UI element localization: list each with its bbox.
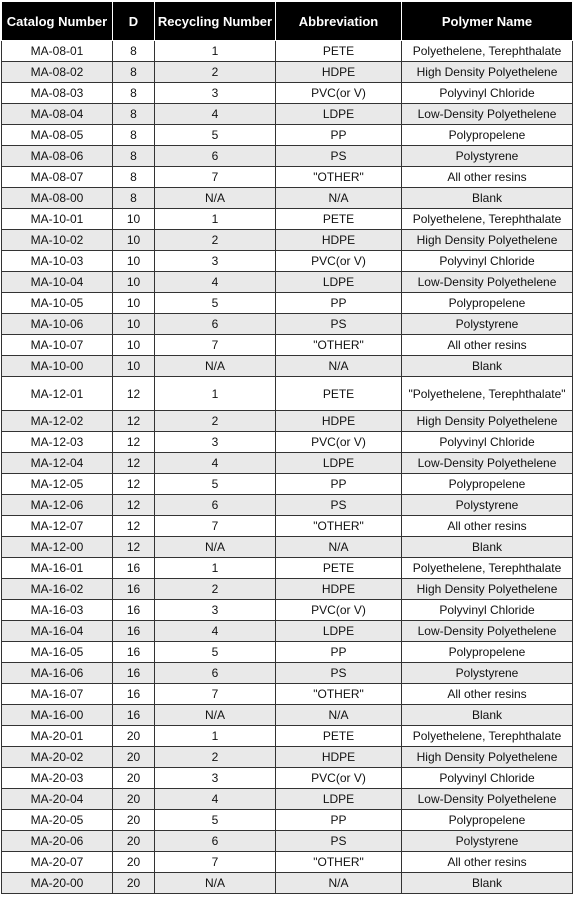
catalog-number-cell: MA-12-07	[2, 516, 113, 537]
table-row	[2, 272, 573, 293]
recycling-number-cell: 4	[155, 621, 276, 642]
recycling-number-cell: N/A	[155, 873, 276, 894]
polymer-name-cell: Blank	[402, 705, 573, 726]
table-row	[2, 41, 573, 62]
d-cell: 12	[113, 432, 155, 453]
catalog-number-cell: MA-08-05	[2, 125, 113, 146]
polymer-name-cell: Blank	[402, 873, 573, 894]
table-row	[2, 104, 573, 125]
catalog-number-cell: MA-08-03	[2, 83, 113, 104]
recycling-number-cell: 7	[155, 335, 276, 356]
polymer-name-cell: Polyethelene, Terephthalate	[402, 726, 573, 747]
catalog-number-cell: MA-12-01	[2, 377, 113, 411]
polymer-name-cell: All other resins	[402, 335, 573, 356]
table-row	[2, 188, 573, 209]
catalog-number-cell: MA-16-07	[2, 684, 113, 705]
table-row	[2, 684, 573, 705]
table-row	[2, 621, 573, 642]
abbreviation-cell: PVC(or V)	[276, 83, 402, 104]
recycling-number-cell: N/A	[155, 188, 276, 209]
recycling-number-cell: 7	[155, 852, 276, 873]
polymer-name-cell: Low-Density Polyethelene	[402, 104, 573, 125]
d-cell: 10	[113, 230, 155, 251]
d-cell: 20	[113, 852, 155, 873]
table-row	[2, 251, 573, 272]
catalog-number-cell: MA-16-00	[2, 705, 113, 726]
recycling-number-cell: 7	[155, 516, 276, 537]
polymer-name-cell: Polypropelene	[402, 125, 573, 146]
abbreviation-cell: N/A	[276, 873, 402, 894]
polymer-name-cell: Polyvinyl Chloride	[402, 83, 573, 104]
abbreviation-cell: "OTHER"	[276, 335, 402, 356]
catalog-number-cell: MA-12-00	[2, 537, 113, 558]
recycling-number-cell: 5	[155, 293, 276, 314]
abbreviation-cell: PVC(or V)	[276, 432, 402, 453]
d-cell: 10	[113, 209, 155, 230]
d-cell: 12	[113, 453, 155, 474]
recycling-number-cell: 7	[155, 684, 276, 705]
catalog-number-cell: MA-10-04	[2, 272, 113, 293]
recycling-number-cell: 1	[155, 377, 276, 411]
abbreviation-cell: "OTHER"	[276, 852, 402, 873]
abbreviation-cell: HDPE	[276, 579, 402, 600]
recycling-number-cell: 1	[155, 41, 276, 62]
abbreviation-cell: HDPE	[276, 230, 402, 251]
table-body	[2, 41, 573, 894]
d-cell: 10	[113, 314, 155, 335]
recycling-number-cell: 3	[155, 432, 276, 453]
catalog-number-cell: MA-20-02	[2, 747, 113, 768]
abbreviation-cell: PS	[276, 314, 402, 335]
polymer-name-cell: High Density Polyethelene	[402, 411, 573, 432]
table-row	[2, 516, 573, 537]
abbreviation-cell: LDPE	[276, 621, 402, 642]
table-row	[2, 831, 573, 852]
recycling-number-cell: 2	[155, 579, 276, 600]
polymer-name-cell: Polyvinyl Chloride	[402, 251, 573, 272]
catalog-table-container	[1, 1, 573, 894]
recycling-number-cell: 3	[155, 83, 276, 104]
recycling-number-cell: 1	[155, 726, 276, 747]
table-row	[2, 600, 573, 621]
d-cell: 16	[113, 558, 155, 579]
table-row	[2, 293, 573, 314]
table-row	[2, 705, 573, 726]
polymer-name-cell: Blank	[402, 537, 573, 558]
d-cell: 8	[113, 83, 155, 104]
table-row	[2, 411, 573, 432]
d-cell: 16	[113, 663, 155, 684]
abbreviation-cell: LDPE	[276, 453, 402, 474]
d-cell: 16	[113, 600, 155, 621]
catalog-number-cell: MA-20-07	[2, 852, 113, 873]
abbreviation-cell: PVC(or V)	[276, 600, 402, 621]
catalog-number-cell: MA-16-05	[2, 642, 113, 663]
recycling-number-cell: 6	[155, 146, 276, 167]
d-cell: 8	[113, 146, 155, 167]
d-cell: 16	[113, 705, 155, 726]
table-row	[2, 62, 573, 83]
table-row	[2, 314, 573, 335]
polymer-name-cell: Polystyrene	[402, 314, 573, 335]
recycling-number-cell: 2	[155, 411, 276, 432]
abbreviation-cell: PVC(or V)	[276, 251, 402, 272]
d-cell: 16	[113, 684, 155, 705]
polymer-name-cell: All other resins	[402, 852, 573, 873]
abbreviation-cell: HDPE	[276, 747, 402, 768]
abbreviation-cell: PETE	[276, 558, 402, 579]
table-row	[2, 852, 573, 873]
polymer-name-cell: Polyvinyl Chloride	[402, 768, 573, 789]
table-row	[2, 789, 573, 810]
abbreviation-cell: PVC(or V)	[276, 768, 402, 789]
table-row	[2, 810, 573, 831]
table-row	[2, 83, 573, 104]
recycling-number-cell: 6	[155, 663, 276, 684]
header-recycling-number: Recycling Number	[155, 2, 276, 41]
d-cell: 8	[113, 167, 155, 188]
catalog-number-cell: MA-08-01	[2, 41, 113, 62]
abbreviation-cell: LDPE	[276, 272, 402, 293]
abbreviation-cell: PP	[276, 125, 402, 146]
recycling-number-cell: 6	[155, 495, 276, 516]
polymer-name-cell: Polystyrene	[402, 831, 573, 852]
table-header-row	[2, 2, 573, 41]
abbreviation-cell: PETE	[276, 377, 402, 411]
table-row	[2, 335, 573, 356]
table-row	[2, 474, 573, 495]
catalog-number-cell: MA-12-06	[2, 495, 113, 516]
polymer-name-cell: All other resins	[402, 516, 573, 537]
d-cell: 12	[113, 537, 155, 558]
catalog-number-cell: MA-08-07	[2, 167, 113, 188]
polymer-name-cell: High Density Polyethelene	[402, 230, 573, 251]
header-abbreviation: Abbreviation	[276, 2, 402, 41]
catalog-number-cell: MA-12-03	[2, 432, 113, 453]
catalog-number-cell: MA-20-03	[2, 768, 113, 789]
d-cell: 20	[113, 810, 155, 831]
table-row	[2, 495, 573, 516]
d-cell: 8	[113, 104, 155, 125]
table-row	[2, 558, 573, 579]
recycling-number-cell: N/A	[155, 705, 276, 726]
d-cell: 20	[113, 726, 155, 747]
recycling-number-cell: 5	[155, 474, 276, 495]
polymer-name-cell: Polypropelene	[402, 474, 573, 495]
d-cell: 20	[113, 768, 155, 789]
polymer-name-cell: All other resins	[402, 167, 573, 188]
polymer-catalog-table	[1, 1, 573, 894]
polymer-name-cell: Low-Density Polyethelene	[402, 621, 573, 642]
polymer-name-cell: Polystyrene	[402, 495, 573, 516]
table-row	[2, 167, 573, 188]
abbreviation-cell: PETE	[276, 726, 402, 747]
abbreviation-cell: PS	[276, 495, 402, 516]
recycling-number-cell: 6	[155, 314, 276, 335]
recycling-number-cell: 3	[155, 768, 276, 789]
recycling-number-cell: N/A	[155, 356, 276, 377]
table-row	[2, 356, 573, 377]
d-cell: 8	[113, 188, 155, 209]
table-row	[2, 537, 573, 558]
abbreviation-cell: LDPE	[276, 789, 402, 810]
recycling-number-cell: 7	[155, 167, 276, 188]
d-cell: 12	[113, 411, 155, 432]
polymer-name-cell: Polypropelene	[402, 810, 573, 831]
abbreviation-cell: N/A	[276, 356, 402, 377]
abbreviation-cell: PP	[276, 642, 402, 663]
recycling-number-cell: 4	[155, 272, 276, 293]
recycling-number-cell: 2	[155, 62, 276, 83]
catalog-number-cell: MA-10-02	[2, 230, 113, 251]
recycling-number-cell: 4	[155, 104, 276, 125]
abbreviation-cell: PETE	[276, 41, 402, 62]
polymer-name-cell: High Density Polyethelene	[402, 579, 573, 600]
abbreviation-cell: PS	[276, 831, 402, 852]
catalog-number-cell: MA-08-06	[2, 146, 113, 167]
recycling-number-cell: 5	[155, 810, 276, 831]
d-cell: 20	[113, 831, 155, 852]
catalog-number-cell: MA-08-04	[2, 104, 113, 125]
polymer-name-cell: Polystyrene	[402, 663, 573, 684]
catalog-number-cell: MA-20-04	[2, 789, 113, 810]
header-polymer-name: Polymer Name	[402, 2, 573, 41]
table-row	[2, 230, 573, 251]
polymer-name-cell: "Polyethelene, Terephthalate"	[402, 377, 573, 411]
table-row	[2, 642, 573, 663]
recycling-number-cell: N/A	[155, 537, 276, 558]
catalog-number-cell: MA-16-04	[2, 621, 113, 642]
polymer-name-cell: Polyethelene, Terephthalate	[402, 209, 573, 230]
catalog-number-cell: MA-08-02	[2, 62, 113, 83]
polymer-name-cell: Polyethelene, Terephthalate	[402, 558, 573, 579]
polymer-name-cell: Polypropelene	[402, 293, 573, 314]
catalog-number-cell: MA-10-03	[2, 251, 113, 272]
abbreviation-cell: PP	[276, 293, 402, 314]
abbreviation-cell: "OTHER"	[276, 684, 402, 705]
abbreviation-cell: LDPE	[276, 104, 402, 125]
abbreviation-cell: N/A	[276, 188, 402, 209]
recycling-number-cell: 4	[155, 789, 276, 810]
table-row	[2, 125, 573, 146]
recycling-number-cell: 5	[155, 642, 276, 663]
d-cell: 16	[113, 621, 155, 642]
d-cell: 12	[113, 495, 155, 516]
catalog-number-cell: MA-10-00	[2, 356, 113, 377]
polymer-name-cell: Low-Density Polyethelene	[402, 272, 573, 293]
table-row	[2, 579, 573, 600]
polymer-name-cell: High Density Polyethelene	[402, 747, 573, 768]
abbreviation-cell: PS	[276, 663, 402, 684]
d-cell: 8	[113, 41, 155, 62]
abbreviation-cell: N/A	[276, 705, 402, 726]
polymer-name-cell: Polyvinyl Chloride	[402, 432, 573, 453]
table-row	[2, 377, 573, 411]
polymer-name-cell: Blank	[402, 356, 573, 377]
d-cell: 8	[113, 125, 155, 146]
table-row	[2, 768, 573, 789]
recycling-number-cell: 2	[155, 747, 276, 768]
catalog-number-cell: MA-20-06	[2, 831, 113, 852]
catalog-number-cell: MA-16-03	[2, 600, 113, 621]
d-cell: 16	[113, 579, 155, 600]
d-cell: 20	[113, 747, 155, 768]
d-cell: 12	[113, 516, 155, 537]
recycling-number-cell: 3	[155, 600, 276, 621]
table-row	[2, 453, 573, 474]
abbreviation-cell: PP	[276, 810, 402, 831]
header-d: D	[113, 2, 155, 41]
d-cell: 16	[113, 642, 155, 663]
table-row	[2, 873, 573, 894]
polymer-name-cell: Polystyrene	[402, 146, 573, 167]
d-cell: 20	[113, 873, 155, 894]
d-cell: 10	[113, 335, 155, 356]
polymer-name-cell: High Density Polyethelene	[402, 62, 573, 83]
abbreviation-cell: PP	[276, 474, 402, 495]
polymer-name-cell: Low-Density Polyethelene	[402, 453, 573, 474]
abbreviation-cell: PS	[276, 146, 402, 167]
recycling-number-cell: 3	[155, 251, 276, 272]
catalog-number-cell: MA-10-01	[2, 209, 113, 230]
recycling-number-cell: 2	[155, 230, 276, 251]
catalog-number-cell: MA-20-05	[2, 810, 113, 831]
table-row	[2, 747, 573, 768]
d-cell: 20	[113, 789, 155, 810]
table-row	[2, 209, 573, 230]
abbreviation-cell: PETE	[276, 209, 402, 230]
catalog-number-cell: MA-08-00	[2, 188, 113, 209]
catalog-number-cell: MA-12-02	[2, 411, 113, 432]
d-cell: 10	[113, 356, 155, 377]
abbreviation-cell: HDPE	[276, 411, 402, 432]
recycling-number-cell: 1	[155, 558, 276, 579]
table-row	[2, 146, 573, 167]
recycling-number-cell: 6	[155, 831, 276, 852]
d-cell: 12	[113, 377, 155, 411]
header-catalog-number: Catalog Number	[2, 2, 113, 41]
polymer-name-cell: Low-Density Polyethelene	[402, 789, 573, 810]
d-cell: 10	[113, 251, 155, 272]
catalog-number-cell: MA-20-01	[2, 726, 113, 747]
recycling-number-cell: 5	[155, 125, 276, 146]
d-cell: 10	[113, 293, 155, 314]
abbreviation-cell: N/A	[276, 537, 402, 558]
table-row	[2, 726, 573, 747]
polymer-name-cell: Blank	[402, 188, 573, 209]
table-row	[2, 663, 573, 684]
d-cell: 10	[113, 272, 155, 293]
polymer-name-cell: Polypropelene	[402, 642, 573, 663]
abbreviation-cell: HDPE	[276, 62, 402, 83]
recycling-number-cell: 1	[155, 209, 276, 230]
polymer-name-cell: Polyethelene, Terephthalate	[402, 41, 573, 62]
catalog-number-cell: MA-10-07	[2, 335, 113, 356]
catalog-number-cell: MA-10-06	[2, 314, 113, 335]
recycling-number-cell: 4	[155, 453, 276, 474]
abbreviation-cell: "OTHER"	[276, 516, 402, 537]
catalog-number-cell: MA-10-05	[2, 293, 113, 314]
catalog-number-cell: MA-16-02	[2, 579, 113, 600]
polymer-name-cell: Polyvinyl Chloride	[402, 600, 573, 621]
catalog-number-cell: MA-12-04	[2, 453, 113, 474]
table-row	[2, 432, 573, 453]
catalog-number-cell: MA-16-01	[2, 558, 113, 579]
d-cell: 8	[113, 62, 155, 83]
catalog-number-cell: MA-12-05	[2, 474, 113, 495]
polymer-name-cell: All other resins	[402, 684, 573, 705]
d-cell: 12	[113, 474, 155, 495]
catalog-number-cell: MA-20-00	[2, 873, 113, 894]
abbreviation-cell: "OTHER"	[276, 167, 402, 188]
catalog-number-cell: MA-16-06	[2, 663, 113, 684]
